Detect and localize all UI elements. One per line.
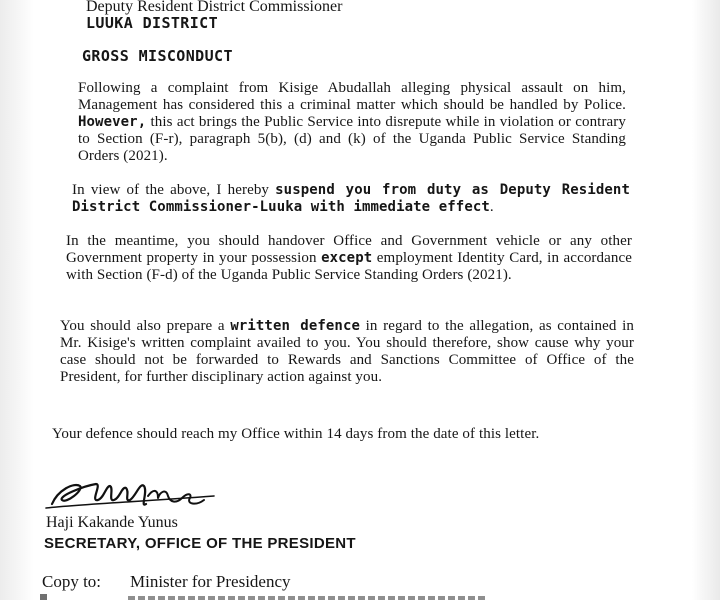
paragraph-complaint [78, 80, 626, 165]
paragraph-complaint-bold: However, [78, 114, 147, 130]
paragraph-defence-text-2: in regard to the allegation, as contained in Mr. Kisige's written complaint availed to you. You should therefore, show cause why your case should not be forwarded to Rewards and Sanctions Committee of Office of the President, for further disciplinary action against you. [60, 318, 634, 385]
paragraph-suspension-bold: suspend you from duty as Deputy Resident District Commissioner-Luuka with immediate effect [72, 182, 630, 215]
paragraph-complaint-text-1: Following a complaint from Kisige Abudallah alleging physical assault on him, Management has considered this a criminal matter which should be handled by Police. [78, 80, 626, 113]
paragraph-handover-text-2: employment Identity Card, in accordance with Section (F-d) of the Uganda Public Service Standing Orders (2021). [66, 250, 632, 283]
paragraph-handover-bold: except [321, 250, 373, 266]
paragraph-defence-text-1: You should also prepare a [60, 318, 231, 334]
addressee-title: Deputy Resident District Commissioner [86, 0, 343, 15]
handwritten-signature [44, 474, 224, 518]
paragraph-suspension [72, 182, 630, 216]
paragraph-suspension-text-1: In view of the above, I hereby [72, 182, 276, 198]
signatory-title: SECRETARY, OFFICE OF THE PRESIDENT [44, 535, 356, 552]
addressee-district: LUUKA DISTRICT [86, 14, 219, 32]
letter-sheet [40, 0, 690, 600]
paragraph-deadline: Your defence should reach my Office within 14 days from the date of this letter. [52, 426, 540, 442]
paragraph-suspension-text-2: . [489, 199, 494, 215]
paragraph-defence [60, 318, 634, 386]
cut-off-text-line [128, 594, 508, 600]
page-shadow-right [692, 0, 720, 600]
paragraph-complaint-text-2: this act brings the Public Service into disrepute while in violation or contrary to Section (F-r), paragraph 5(b), (d) and (k) of the Uganda Public Service Standing Orders (2021). [78, 114, 626, 164]
signatory-name: Haji Kakande Yunus [46, 514, 178, 531]
copy-recipient: Minister for Presidency [130, 572, 291, 591]
page-shadow-left [0, 0, 34, 600]
cut-off-bullet [40, 594, 47, 600]
paragraph-handover-text-1: In the meantime, you should handover Office and Government vehicle or any other Government property in your possession [66, 233, 632, 266]
paragraph-defence-bold: written defence [230, 318, 361, 334]
copy-to-row [42, 572, 291, 592]
subject-heading: GROSS MISCONDUCT [82, 47, 233, 65]
copy-to-label: Copy to: [42, 572, 102, 591]
paragraph-handover [66, 233, 632, 284]
